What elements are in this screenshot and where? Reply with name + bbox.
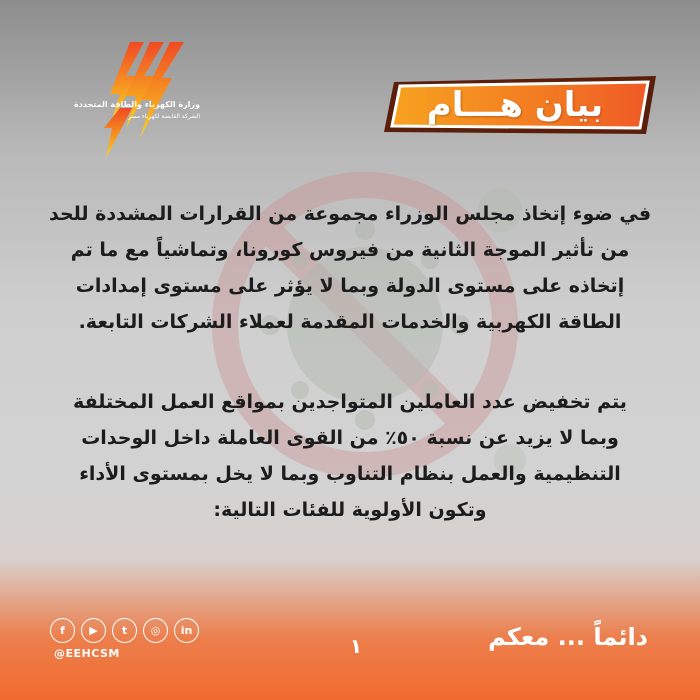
- page-number: ١: [349, 634, 363, 658]
- paragraph-line: وبما لا يزيد عن نسبة ٥٠٪ من القوى العاملة داخل الوحدات: [81, 427, 619, 449]
- company-name: الشركة القابضة لكهرباء مصر: [128, 113, 200, 120]
- social-handle: @EEHCSM: [54, 647, 120, 660]
- paragraph-line: في ضوء إتخاذ مجلس الوزراء مجموعة من القرارات المشددة للحد: [48, 203, 652, 225]
- youtube-icon[interactable]: ▶: [81, 618, 106, 643]
- paragraph-line: وتكون الأولوية للفئات التالية:: [213, 499, 487, 521]
- facebook-icon[interactable]: f: [50, 618, 75, 643]
- paragraph-line: يتم تخفيض عدد العاملين المتواجدين بمواقع العمل المختلفة: [73, 391, 627, 413]
- instagram-icon[interactable]: ◎: [143, 618, 168, 643]
- announcement-title: بيان هـــام: [426, 85, 604, 125]
- paragraph-line: إتخاذه على مستوى الدولة وبما لا يؤثر على مستوى إمدادات: [75, 275, 625, 297]
- paragraph-line: من تأثير الموجة الثانية من فيروس كورونا، وتماشياً مع ما تم: [70, 239, 630, 261]
- paragraph-line: الطاقة الكهربية والخدمات المقدمة لعملاء الشركات التابعة.: [78, 311, 622, 333]
- slogan: دائماً ... معكم: [488, 623, 648, 651]
- social-links: [50, 618, 199, 643]
- twitter-icon[interactable]: t: [112, 618, 137, 643]
- ministry-name: وزارة الكهرباء والطاقة المتجددة: [74, 100, 200, 109]
- paragraph-line: التنظيمية والعمل بنظام التناوب وبما لا يخل بمستوى الأداء: [79, 463, 621, 485]
- announcement-paragraph-2: [40, 384, 660, 528]
- announcement-paragraph-1: [40, 196, 660, 340]
- logo-caption: [62, 100, 200, 122]
- linkedin-icon[interactable]: in: [174, 618, 199, 643]
